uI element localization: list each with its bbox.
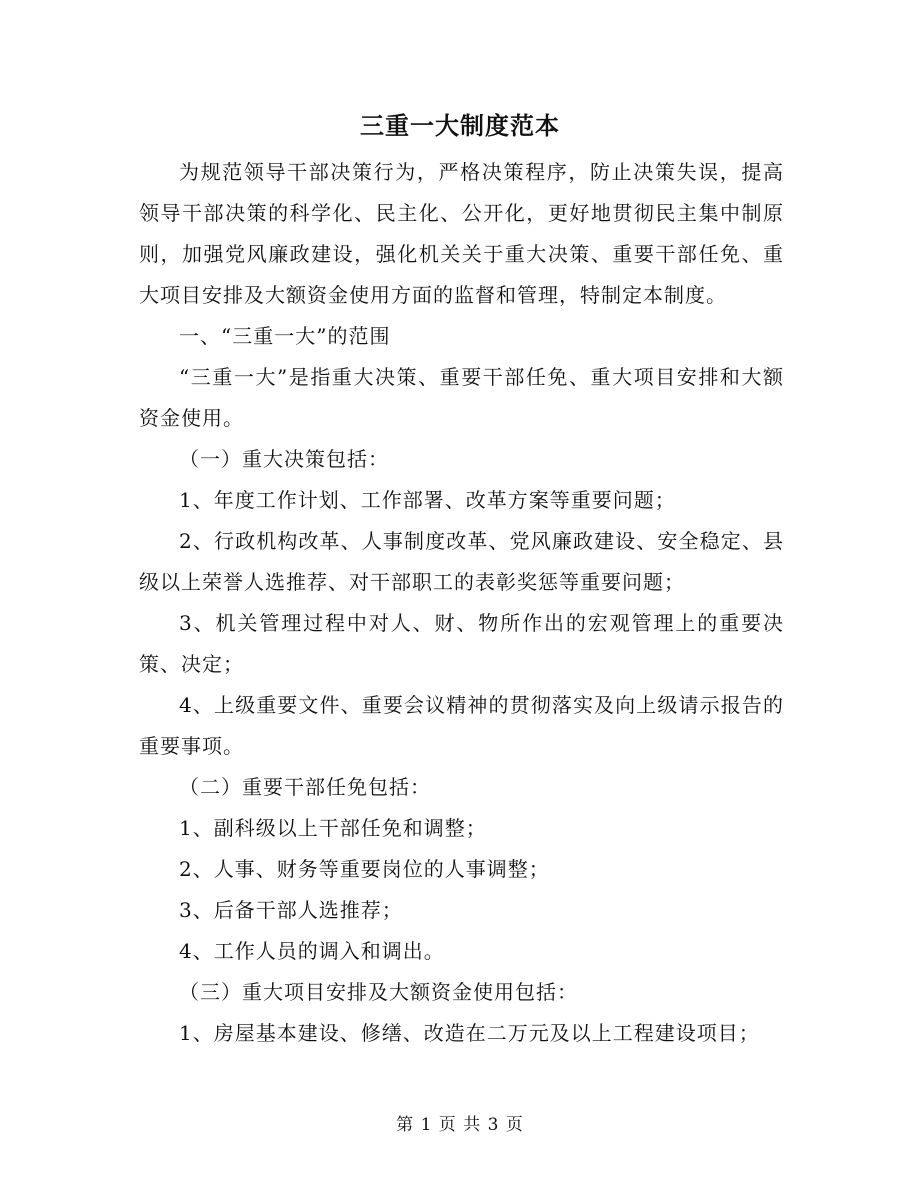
document-title: 三重一大制度范本 bbox=[360, 111, 560, 140]
definition-paragraph: “三重一大”是指重大决策、重要干部任免、重大项目安排和大额资金使用。 bbox=[139, 365, 784, 430]
list-item: 4、工作人员的调入和调出。 bbox=[179, 939, 445, 963]
list-item: 2、行政机构改革、人事制度改革、党风廉政建设、安全稳定、县级以上荣誉人选推荐、对干部职工的表彰奖惩等重要问题； bbox=[139, 529, 784, 594]
subsection-heading-cadre-appointments: （二）重要干部任免包括： bbox=[179, 775, 431, 799]
list-item: 1、年度工作计划、工作部署、改革方案等重要问题； bbox=[179, 488, 676, 512]
subsection-heading-major-decisions: （一）重大决策包括： bbox=[179, 447, 389, 471]
page-number: 第 1 页 共 3 页 bbox=[396, 1115, 524, 1135]
section-heading-scope: 一、“三重一大”的范围 bbox=[179, 324, 391, 348]
list-item: 3、机关管理过程中对人、财、物所作出的宏观管理上的重要决策、决定； bbox=[139, 611, 784, 676]
subsection-heading-major-projects-funds: （三）重大项目安排及大额资金使用包括： bbox=[179, 980, 578, 1004]
list-item: 1、房屋基本建设、修缮、改造在二万元及以上工程建设项目； bbox=[179, 1021, 760, 1045]
list-item: 1、副科级以上干部任免和调整； bbox=[179, 816, 487, 840]
list-item: 2、人事、财务等重要岗位的人事调整； bbox=[179, 857, 550, 881]
document-body bbox=[139, 152, 784, 1054]
list-item: 4、上级重要文件、重要会议精神的贯彻落实及向上级请示报告的重要事项。 bbox=[139, 693, 784, 758]
intro-paragraph: 为规范领导干部决策行为，严格决策程序，防止决策失误，提高领导干部决策的科学化、民主化、公开化，更好地贯彻民主集中制原则，加强党风廉政建设，强化机关关于重大决策、重要干部任免、重大项目安排及大额资金使用方面的监督和管理，特制定本制度。 bbox=[139, 160, 784, 307]
list-item: 3、后备干部人选推荐； bbox=[179, 898, 403, 922]
